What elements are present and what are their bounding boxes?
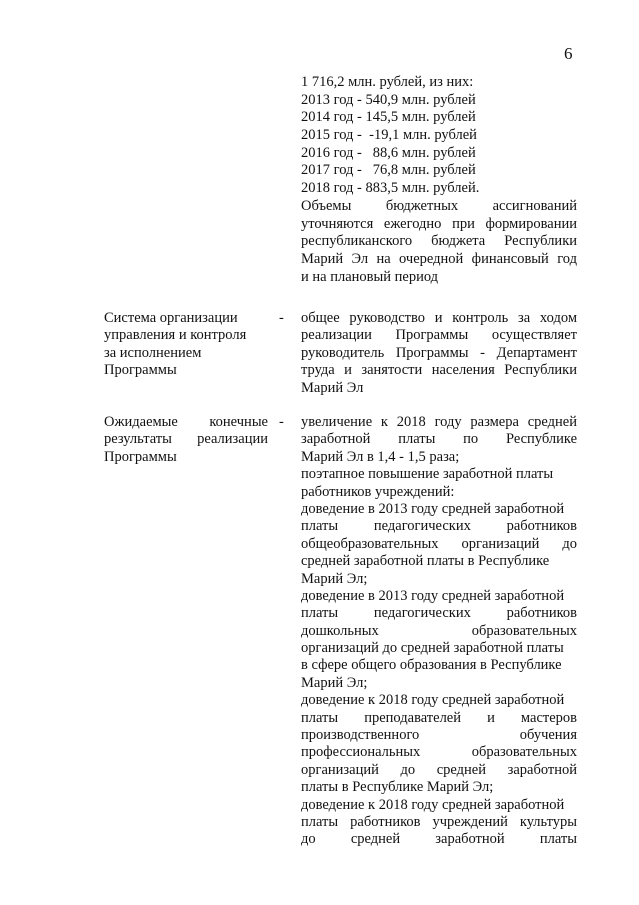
results-value-line: доведение в 2013 году средней заработной (301, 587, 565, 604)
results-value-line: профессиональных образовательных (301, 744, 577, 761)
results-value-line: Марий Эл в 1,4 - 1,5 раза; (301, 448, 460, 465)
results-value-line: заработной платы по Республике (301, 431, 577, 448)
results-value-line: увеличение к 2018 году размера средней (301, 414, 577, 430)
results-value (301, 414, 577, 849)
financing-total: 1 716,2 млн. рублей, из них: (301, 74, 474, 90)
results-value-line: организаций до средней заработной платы (301, 640, 564, 657)
results-value-line: платы в Республике Марий Эл; (301, 779, 494, 796)
financing-note-line: Марий Эл на очередной финансовый год (301, 250, 577, 267)
results-label-line: Программы (104, 448, 177, 465)
financing-2013: 2013 год - 540,9 млн. рублей (301, 91, 476, 108)
financing-note-line: и на плановый период (301, 268, 439, 285)
management-value-line: Марий Эл (301, 379, 364, 396)
management-label-line: Программы (104, 362, 177, 379)
results-value-line: поэтапное повышение заработной платы (301, 466, 554, 483)
financing-note-line: Объемы бюджетных ассигнований (301, 197, 577, 214)
results-value-line: доведение к 2018 году средней заработной (301, 796, 565, 813)
results-value-line: средней заработной платы в Республике (301, 553, 550, 570)
management-label (104, 310, 268, 380)
financing-2018: 2018 год - 883,5 млн. рублей. (301, 180, 480, 197)
results-value-line: Марий Эл; (301, 674, 368, 691)
results-value-line: организаций до средней заработной (301, 761, 577, 778)
management-label-line: за исполнением (104, 344, 202, 361)
results-value-line: платы преподавателей и мастеров (301, 709, 577, 726)
management-value-line: реализации Программы осуществляет (301, 327, 577, 344)
results-value-line: платы педагогических работников (301, 605, 577, 622)
results-label-line: результаты реализации (104, 431, 268, 448)
results-value-line: работников учреждений: (301, 483, 455, 500)
results-value-line: до средней заработной платы (301, 831, 577, 848)
financing-2016: 2016 год - 88,6 млн. рублей (301, 144, 476, 161)
results-value-line: производственного обучения (301, 727, 577, 744)
financing-text (301, 74, 577, 286)
management-value (301, 310, 577, 397)
results-value-line: платы работников учреждений культуры (301, 813, 577, 830)
results-dash: - (279, 414, 284, 430)
management-value-line: труда и занятости населения Республики (301, 362, 577, 379)
results-value-line: платы педагогических работников (301, 518, 577, 535)
results-value-line: доведение к 2018 году средней заработной (301, 692, 565, 709)
results-value-line: доведение в 2013 году средней заработной (301, 500, 565, 517)
results-value-line: Марий Эл; (301, 570, 368, 587)
financing-2015: 2015 год - -19,1 млн. рублей (301, 127, 477, 144)
results-value-line: в сфере общего образования в Республике (301, 657, 562, 674)
management-value-line: руководитель Программы - Департамент (301, 344, 577, 361)
management-value-line: общее руководство и контроль за ходом (301, 310, 577, 326)
financing-2014: 2014 год - 145,5 млн. рублей (301, 109, 476, 126)
results-label-line: Ожидаемые конечные (104, 414, 268, 430)
management-label-line: Система организации (104, 310, 238, 326)
financing-note-line: республиканского бюджета Республики (301, 233, 577, 250)
management-dash: - (279, 310, 284, 326)
results-value-line: дошкольных образовательных (301, 622, 577, 639)
results-label (104, 414, 268, 466)
financing-2017: 2017 год - 76,8 млн. рублей (301, 162, 476, 179)
management-label-line: управления и контроля (104, 327, 247, 344)
financing-note-line: уточняются ежегодно при формировании (301, 215, 577, 232)
results-value-line: общеобразовательных организаций до (301, 535, 577, 552)
page-number: 6 (564, 44, 573, 63)
